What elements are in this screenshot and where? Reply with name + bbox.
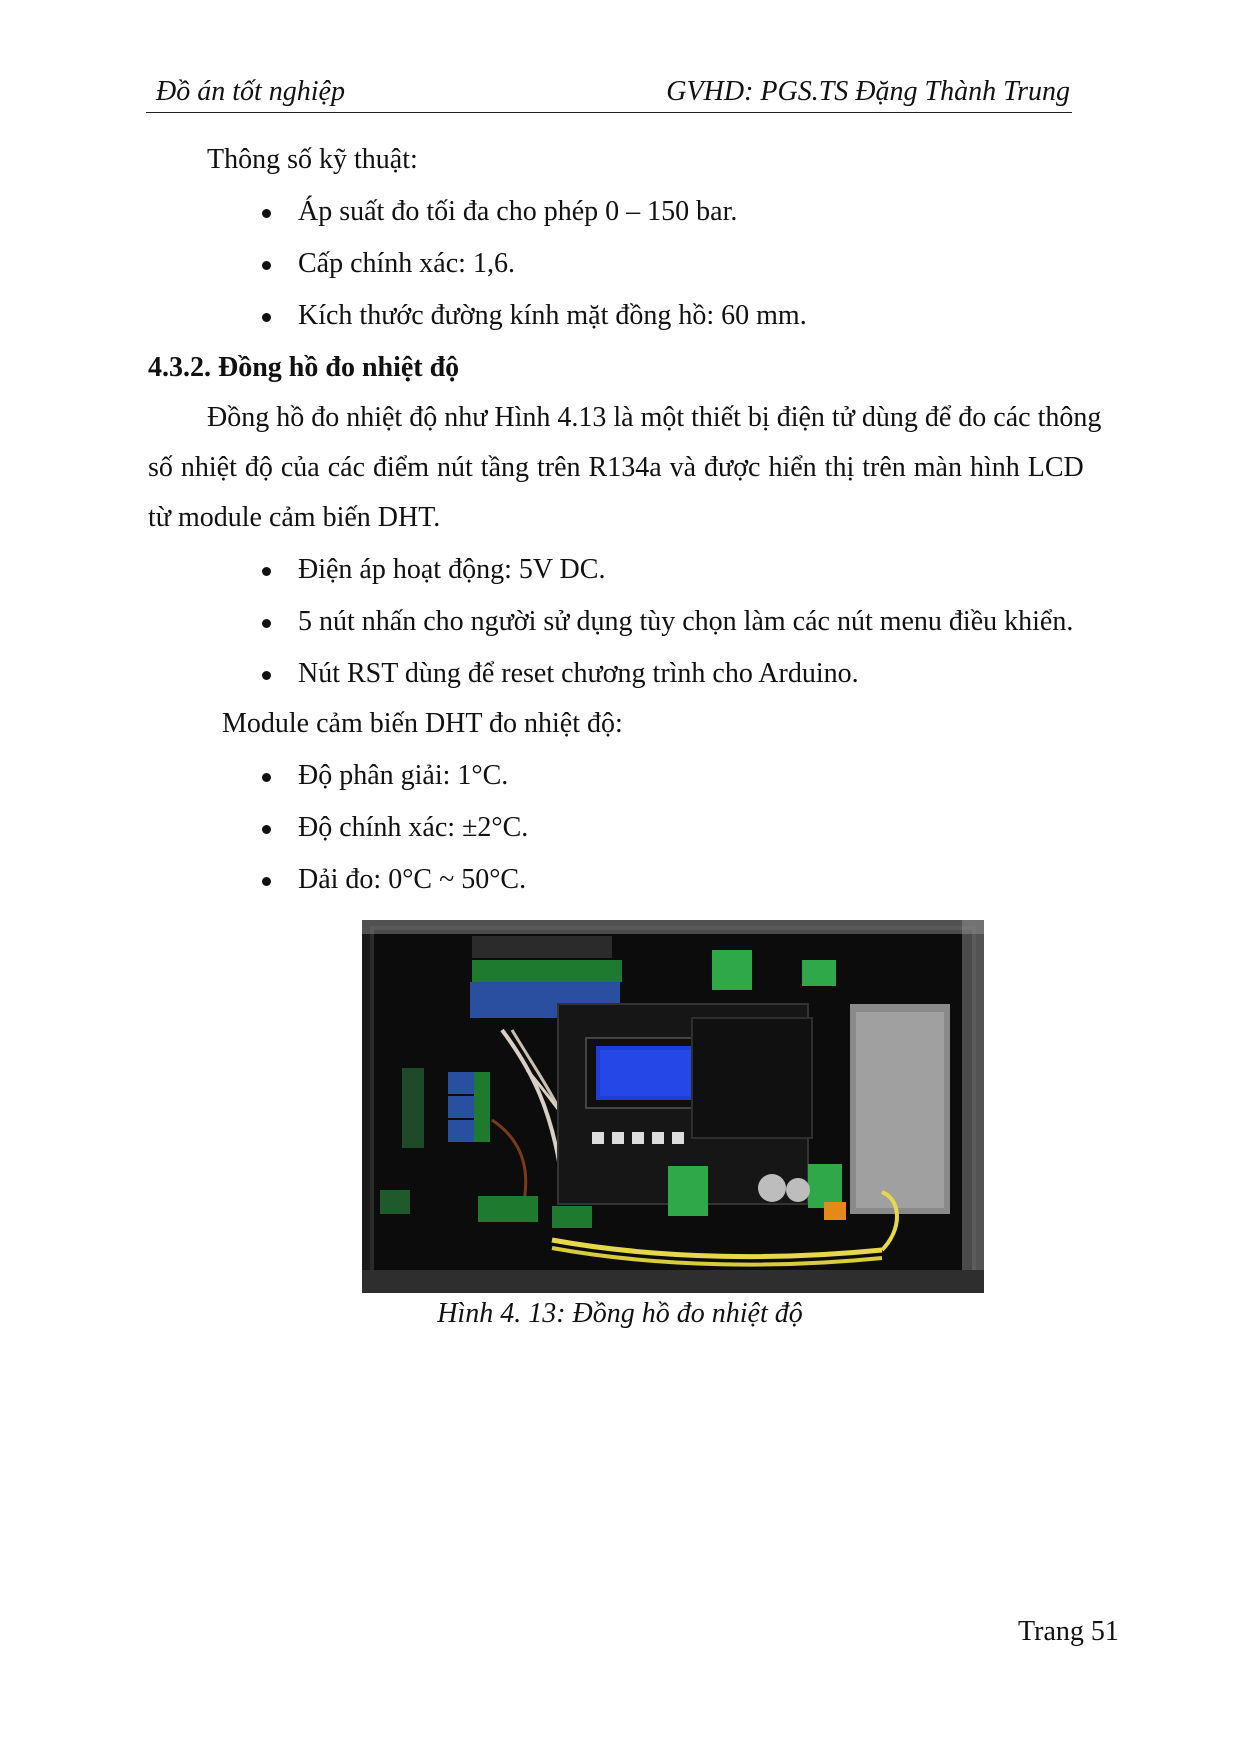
bullet-icon <box>262 619 271 628</box>
spec-text: Kích thước đường kính mặt đồng hồ: 60 mm. <box>298 300 807 331</box>
device-photo-illustration <box>362 920 984 1293</box>
feature-text: Nút RST dùng để reset chương trình cho Arduino. <box>298 658 859 689</box>
bullet-icon <box>262 313 271 322</box>
module-intro: Module cảm biến DHT đo nhiệt độ: <box>222 708 623 739</box>
bullet-icon <box>262 877 271 886</box>
bullet-icon <box>262 261 271 270</box>
page-header <box>146 74 1072 113</box>
header-right-supervisor: GVHD: PGS.TS Đặng Thành Trung <box>666 76 1070 107</box>
bullet-icon <box>262 825 271 834</box>
spec-text: Áp suất đo tối đa cho phép 0 – 150 bar. <box>298 196 738 227</box>
section-heading: 4.3.2. Đồng hồ đo nhiệt độ <box>148 352 460 383</box>
module-spec-text: Độ phân giải: 1°C. <box>298 760 509 791</box>
bullet-icon <box>262 209 271 218</box>
bullet-icon <box>262 671 271 680</box>
terminal-blocks-left <box>448 1072 490 1142</box>
power-supply <box>850 1004 950 1214</box>
paragraph-line: từ module cảm biến DHT. <box>148 502 441 533</box>
feature-text: 5 nút nhấn cho người sử dụng tùy chọn làm các nút menu điều khiển. <box>298 606 1074 637</box>
bullet-icon <box>262 773 271 782</box>
feature-text: Điện áp hoạt động: 5V DC. <box>298 554 606 585</box>
bullet-icon <box>262 567 271 576</box>
header-left-title: Đồ án tốt nghiệp <box>156 76 345 107</box>
specs-intro: Thông số kỹ thuật: <box>207 144 418 175</box>
paragraph-line: Đồng hồ đo nhiệt độ như Hình 4.13 là một thiết bị điện tử dùng để đo các thông <box>207 402 1102 433</box>
page-number: Trang 51 <box>1018 1616 1119 1647</box>
thermometer-device-photo <box>362 920 984 1293</box>
module-spec-text: Dải đo: 0°C ~ 50°C. <box>298 864 527 895</box>
paragraph-line: số nhiệt độ của các điểm nút tầng trên R134a và được hiển thị trên màn hình LCD <box>148 452 1084 483</box>
module-spec-text: Độ chính xác: ±2°C. <box>298 812 529 843</box>
figure-caption: Hình 4. 13: Đồng hồ đo nhiệt độ <box>437 1298 803 1329</box>
spec-text: Cấp chính xác: 1,6. <box>298 248 515 279</box>
